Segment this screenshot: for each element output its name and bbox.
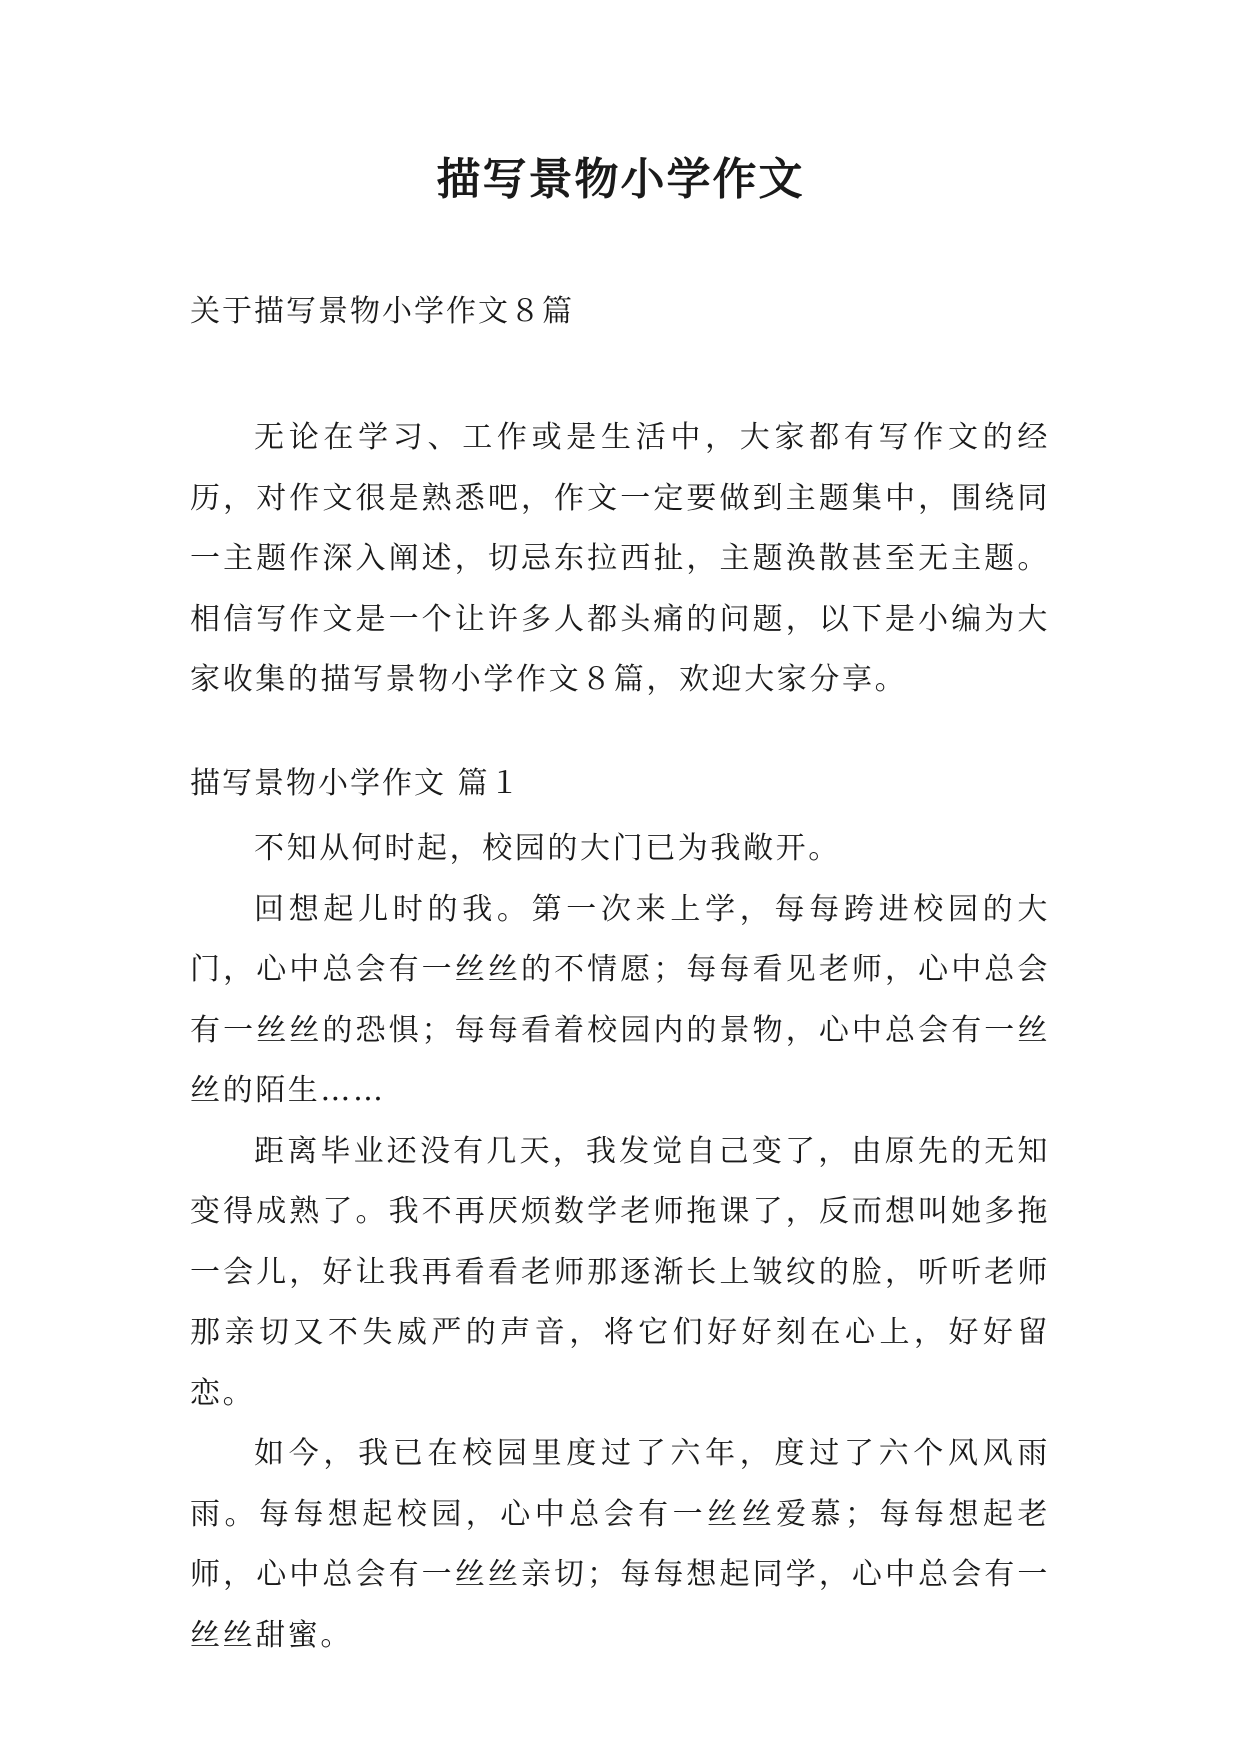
intro-paragraph: 无论在学习、工作或是生活中，大家都有写作文的经历，对作文很是熟悉吧，作文一定要做到主题集中，围绕同一主题作深入阐述，切忌东拉西扯，主题涣散甚至无主题。相信写作文是一个让许多人都头痛的问题，以下是小编为大家收集的描写景物小学作文８篇，欢迎大家分享。 [190, 420, 1050, 697]
section-heading: 描写景物小学作文 篇１ [190, 766, 522, 801]
essay-paragraph: 如今，我已在校园里度过了六年，度过了六个风风雨雨。每每想起校园，心中总会有一丝丝爱慕；每每想起老师，心中总会有一丝丝亲切；每每想起同学，心中总会有一丝丝甜蜜。 [190, 1436, 1050, 1653]
essay-paragraph: 回想起儿时的我。第一次来上学，每每跨进校园的大门，心中总会有一丝丝的不情愿；每每看见老师，心中总会有一丝丝的恐惧；每每看着校园内的景物，心中总会有一丝丝的陌生…… [190, 891, 1050, 1108]
essay-paragraph: 距离毕业还没有几天，我发觉自己变了，由原先的无知变得成熟了。我不再厌烦数学老师拖课了，反而想叫她多拖一会儿，好让我再看看老师那逐渐长上皱纹的脸，听听老师那亲切又不失威严的声音，将它们好好刻在心上，好好留恋。 [190, 1133, 1050, 1411]
essay-body [190, 819, 1050, 1666]
document-subtitle: 关于描写景物小学作文８篇 [190, 294, 574, 329]
essay-paragraph: 不知从何时起，校园的大门已为我敞开。 [254, 831, 841, 866]
document-title: 描写景物小学作文 [436, 154, 805, 205]
